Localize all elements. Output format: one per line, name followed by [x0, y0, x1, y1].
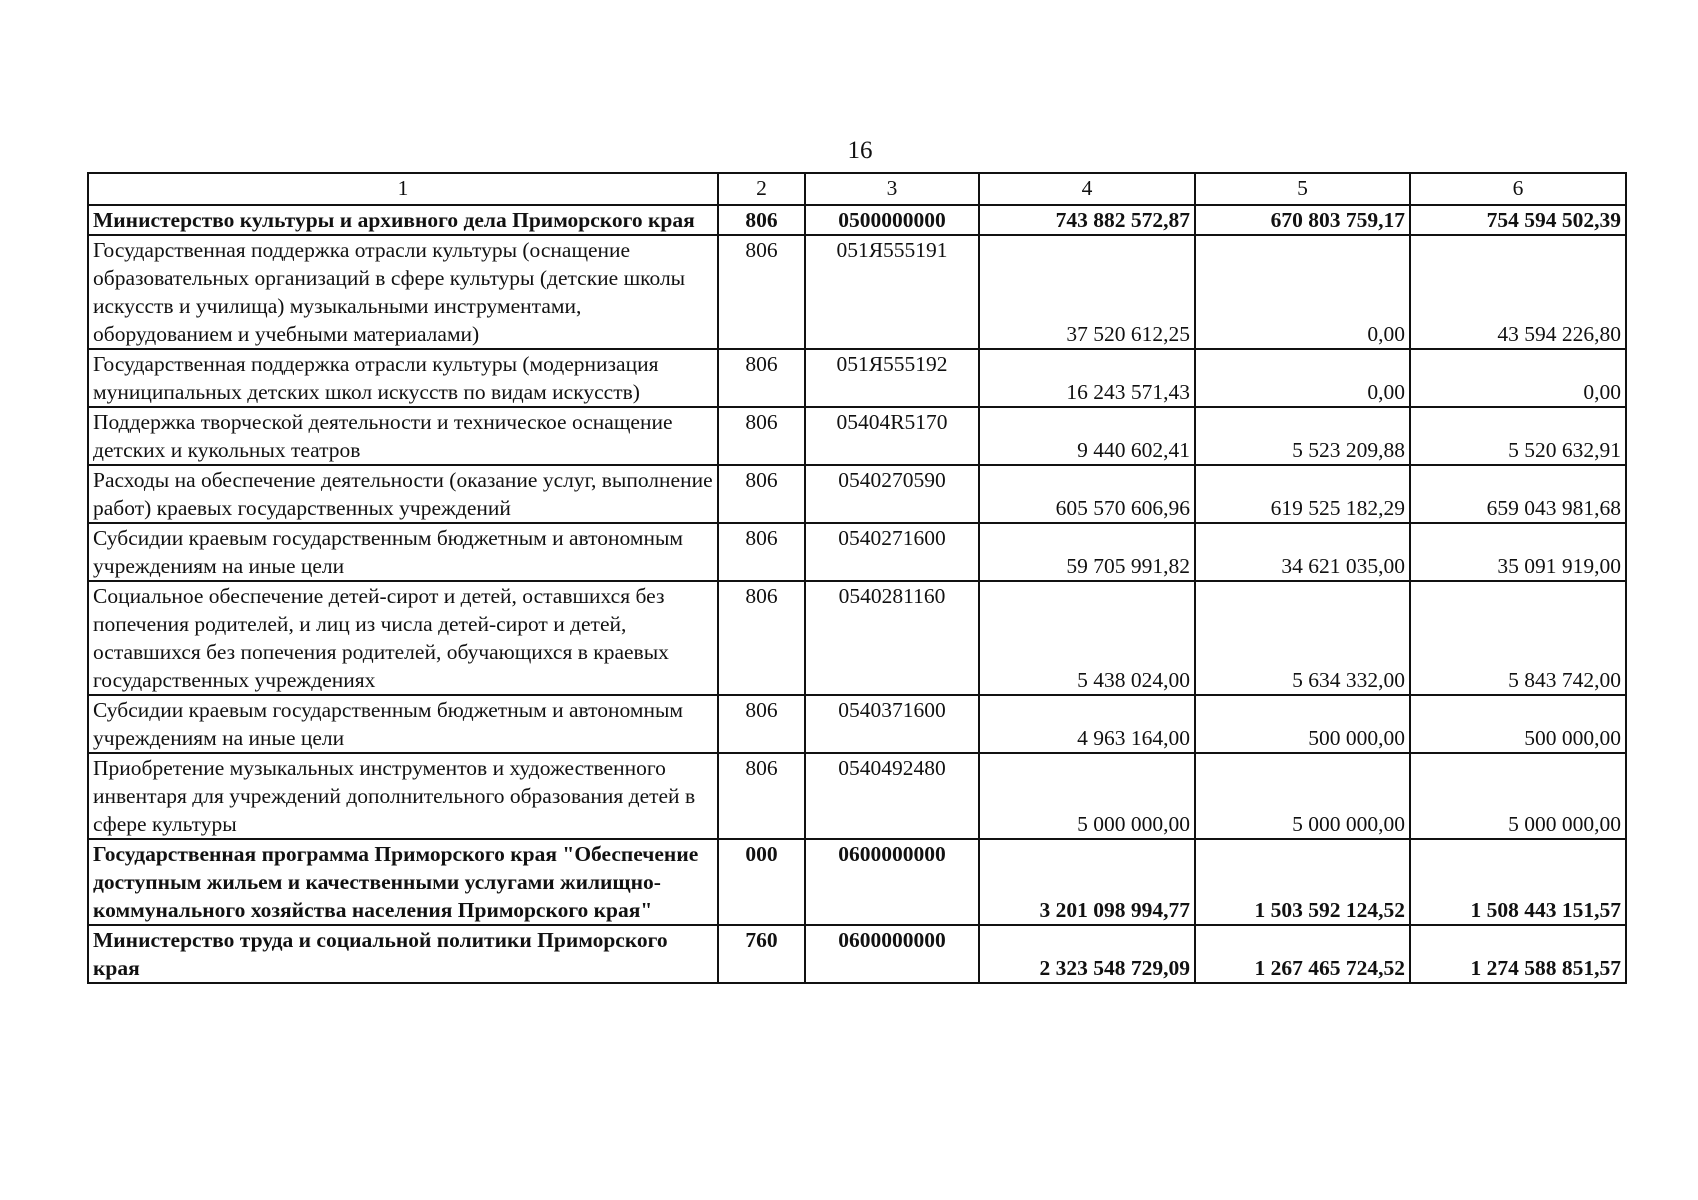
row-target-code: 0540270590 [805, 465, 979, 523]
column-header: 5 [1195, 173, 1410, 205]
row-name: Приобретение музыкальных инструментов и художественного инвентаря для учреждений дополнительного образования детей в сфере культуры [88, 753, 718, 839]
row-admin-code: 806 [718, 523, 805, 581]
row-target-code: 0540492480 [805, 753, 979, 839]
column-header: 2 [718, 173, 805, 205]
row-amount-col5: 5 634 332,00 [1195, 581, 1410, 695]
row-amount-col5: 5 523 209,88 [1195, 407, 1410, 465]
row-amount-col6: 1 274 588 851,57 [1410, 925, 1626, 983]
row-amount-col5: 1 503 592 124,52 [1195, 839, 1410, 925]
row-target-code: 0500000000 [805, 205, 979, 235]
row-amount-col4: 5 000 000,00 [979, 753, 1195, 839]
row-amount-col6: 5 520 632,91 [1410, 407, 1626, 465]
column-header: 6 [1410, 173, 1626, 205]
row-amount-col5: 5 000 000,00 [1195, 753, 1410, 839]
budget-table [87, 172, 1627, 984]
table-row [88, 349, 1626, 407]
row-amount-col4: 59 705 991,82 [979, 523, 1195, 581]
row-amount-col4: 743 882 572,87 [979, 205, 1195, 235]
row-name: Расходы на обеспечение деятельности (оказание услуг, выполнение работ) краевых государственных учреждений [88, 465, 718, 523]
row-amount-col4: 605 570 606,96 [979, 465, 1195, 523]
row-target-code: 0540371600 [805, 695, 979, 753]
row-amount-col6: 1 508 443 151,57 [1410, 839, 1626, 925]
row-amount-col6: 659 043 981,68 [1410, 465, 1626, 523]
row-amount-col4: 9 440 602,41 [979, 407, 1195, 465]
row-target-code: 0540271600 [805, 523, 979, 581]
row-amount-col4: 37 520 612,25 [979, 235, 1195, 349]
row-amount-col6: 5 000 000,00 [1410, 753, 1626, 839]
table-row [88, 465, 1626, 523]
row-admin-code: 806 [718, 695, 805, 753]
row-name: Государственная поддержка отрасли культуры (оснащение образовательных организаций в сфере культуры (детские школы искусств и училища) музыкальными инструментами, оборудованием и учебными материалами) [88, 235, 718, 349]
row-name: Субсидии краевым государственным бюджетным и автономным учреждениям на иные цели [88, 523, 718, 581]
row-amount-col4: 3 201 098 994,77 [979, 839, 1195, 925]
table-row [88, 695, 1626, 753]
row-name: Государственная программа Приморского края "Обеспечение доступным жильем и качественными услугами жилищно-коммунального хозяйства населения Приморского края" [88, 839, 718, 925]
row-name: Субсидии краевым государственным бюджетным и автономным учреждениям на иные цели [88, 695, 718, 753]
row-amount-col4: 16 243 571,43 [979, 349, 1195, 407]
row-amount-col6: 5 843 742,00 [1410, 581, 1626, 695]
row-amount-col5: 1 267 465 724,52 [1195, 925, 1410, 983]
row-name: Министерство культуры и архивного дела Приморского края [88, 205, 718, 235]
row-name: Поддержка творческой деятельности и техническое оснащение детских и кукольных театров [88, 407, 718, 465]
table-row [88, 205, 1626, 235]
row-admin-code: 806 [718, 205, 805, 235]
row-target-code: 051Я555191 [805, 235, 979, 349]
row-amount-col5: 500 000,00 [1195, 695, 1410, 753]
row-target-code: 0600000000 [805, 925, 979, 983]
table-row [88, 407, 1626, 465]
row-name: Государственная поддержка отрасли культуры (модернизация муниципальных детских школ искусств по видам искусств) [88, 349, 718, 407]
column-header: 4 [979, 173, 1195, 205]
row-admin-code: 806 [718, 349, 805, 407]
row-amount-col5: 670 803 759,17 [1195, 205, 1410, 235]
table-row [88, 523, 1626, 581]
table-row [88, 753, 1626, 839]
table-header-row [88, 173, 1626, 205]
row-target-code: 0540281160 [805, 581, 979, 695]
row-amount-col4: 5 438 024,00 [979, 581, 1195, 695]
row-admin-code: 806 [718, 581, 805, 695]
row-admin-code: 806 [718, 753, 805, 839]
row-target-code: 0600000000 [805, 839, 979, 925]
row-amount-col5: 619 525 182,29 [1195, 465, 1410, 523]
row-admin-code: 760 [718, 925, 805, 983]
page-number: 16 [847, 137, 873, 164]
row-name: Социальное обеспечение детей-сирот и детей, оставшихся без попечения родителей, и лиц из числа детей-сирот и детей, оставшихся без попечения родителей, обучающихся в краевых государственных учреждениях [88, 581, 718, 695]
row-amount-col4: 4 963 164,00 [979, 695, 1195, 753]
table-row [88, 925, 1626, 983]
table-row [88, 839, 1626, 925]
row-admin-code: 806 [718, 465, 805, 523]
row-target-code: 051Я555192 [805, 349, 979, 407]
row-amount-col5: 34 621 035,00 [1195, 523, 1410, 581]
table-row [88, 581, 1626, 695]
row-amount-col6: 754 594 502,39 [1410, 205, 1626, 235]
row-admin-code: 000 [718, 839, 805, 925]
row-amount-col5: 0,00 [1195, 349, 1410, 407]
row-amount-col5: 0,00 [1195, 235, 1410, 349]
row-amount-col6: 43 594 226,80 [1410, 235, 1626, 349]
table-row [88, 235, 1626, 349]
row-amount-col4: 2 323 548 729,09 [979, 925, 1195, 983]
column-header: 3 [805, 173, 979, 205]
column-header: 1 [88, 173, 718, 205]
row-amount-col6: 35 091 919,00 [1410, 523, 1626, 581]
row-amount-col6: 500 000,00 [1410, 695, 1626, 753]
row-target-code: 05404R5170 [805, 407, 979, 465]
row-name: Министерство труда и социальной политики Приморского края [88, 925, 718, 983]
row-admin-code: 806 [718, 235, 805, 349]
row-admin-code: 806 [718, 407, 805, 465]
row-amount-col6: 0,00 [1410, 349, 1626, 407]
